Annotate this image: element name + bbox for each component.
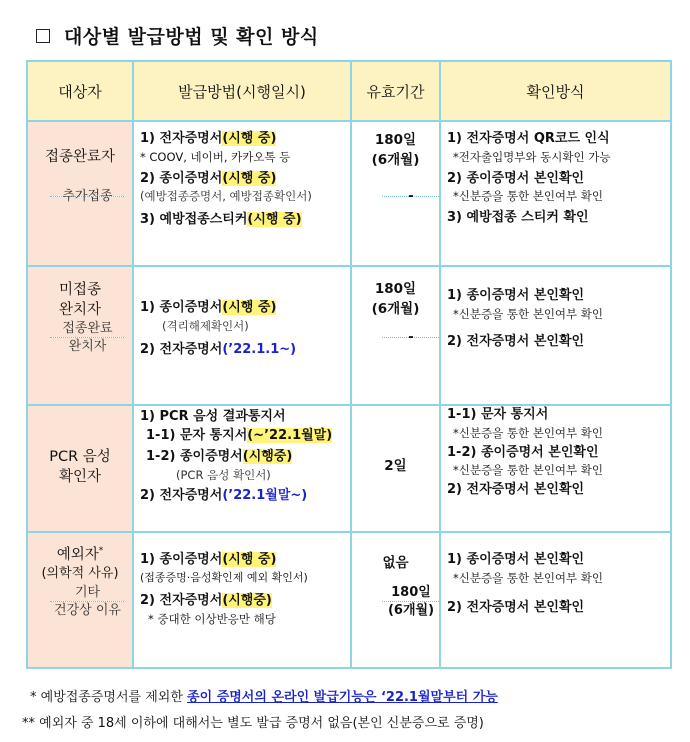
table-header-row — [27, 61, 671, 121]
table-row — [27, 405, 671, 532]
validity-cell: 없음 180일 (6개월) — [351, 532, 440, 668]
check-cell: 1) 종이증명서 본인확인 *신분증을 통한 본인여부 확인 2) 전자증명서 본인확인 — [440, 266, 671, 405]
category-cell — [27, 121, 133, 266]
method-cell: 1) 종이증명서(시행 중) (격리해제확인서) 2) 전자증명서(’22.1.1~) — [133, 266, 351, 405]
header-validity: 유효기간 — [351, 61, 440, 121]
table-row — [27, 266, 671, 405]
header-check: 확인방식 — [440, 61, 671, 121]
sub-category: 접종완료 완치자 — [50, 337, 124, 338]
category-cell — [27, 405, 133, 532]
footnote-1: * 예방접종증명서를 제외한 종이 증명서의 온라인 발급기능은 ‘22.1월말부터 가능 — [30, 690, 498, 705]
checkbox-icon — [36, 29, 50, 43]
check-cell: 1) 전자증명서 QR코드 인식 *전자출입명부와 동시확인 가능 2) 종이증명서 본인확인 *신분증을 통한 본인여부 확인 3) 예방접종 스티커 확인 — [440, 121, 671, 266]
method-cell: 1) 전자증명서(시행 중) * COOV, 네이버, 카카오톡 등 2) 종이증명서(시행 중) (예방접종증명서, 예방접종확인서) 3) 예방접종스티커(시행 중) — [133, 121, 351, 266]
category-label: 예외자* (의학적 사유) — [41, 546, 119, 582]
header-target: 대상자 — [27, 61, 133, 121]
table-row — [27, 121, 671, 266]
category-label: 미접종 완치자 — [58, 282, 102, 318]
page-title — [36, 22, 319, 49]
issuance-table — [26, 60, 672, 669]
validity-cell: 180일 (6개월) - — [351, 266, 440, 405]
header-method: 발급방법(시행일시) — [133, 61, 351, 121]
sub-category: 기타 건강상 이유 — [50, 601, 124, 602]
category-cell — [27, 266, 133, 405]
validity-sub: - — [382, 337, 439, 338]
validity-cell: 2일 — [351, 405, 440, 532]
validity-sub: 180일 (6개월) — [382, 601, 439, 602]
page-title-text: 대상별 발급방법 및 확인 방식 — [64, 26, 319, 48]
footnote-2: ** 예외자 중 18세 이하에 대해서는 별도 발급 증명서 없음(본인 신분증으로 증명) — [22, 716, 484, 731]
method-cell: 1) 종이증명서(시행 중) (접종증명·음성확인제 예외 확인서) 2) 전자증명서(시행중) * 중대한 이상반응만 해당 — [133, 532, 351, 668]
category-label: PCR 음성 확인자 — [49, 449, 111, 485]
category-label: 접종완료자 — [44, 149, 116, 165]
category-cell — [27, 532, 133, 668]
validity-sub: - — [382, 196, 439, 197]
check-cell: 1) 종이증명서 본인확인 *신분증을 통한 본인여부 확인 2) 전자증명서 본인확인 — [440, 532, 671, 668]
check-cell: 1-1) 문자 통지서 *신분증을 통한 본인여부 확인 1-2) 종이증명서 본인확인 *신분증을 통한 본인여부 확인 2) 전자증명서 본인확인 — [440, 405, 671, 532]
table-row — [27, 532, 671, 668]
sub-category: 추가접종 — [50, 196, 124, 197]
method-cell: 1) PCR 음성 결과통지서 1-1) 문자 통지서(~’22.1월말) 1-2) 종이증명서(시행중) (PCR 음성 확인서) 2) 전자증명서(’22.1월말~) — [133, 405, 351, 532]
validity-cell: 180일 (6개월) - — [351, 121, 440, 266]
